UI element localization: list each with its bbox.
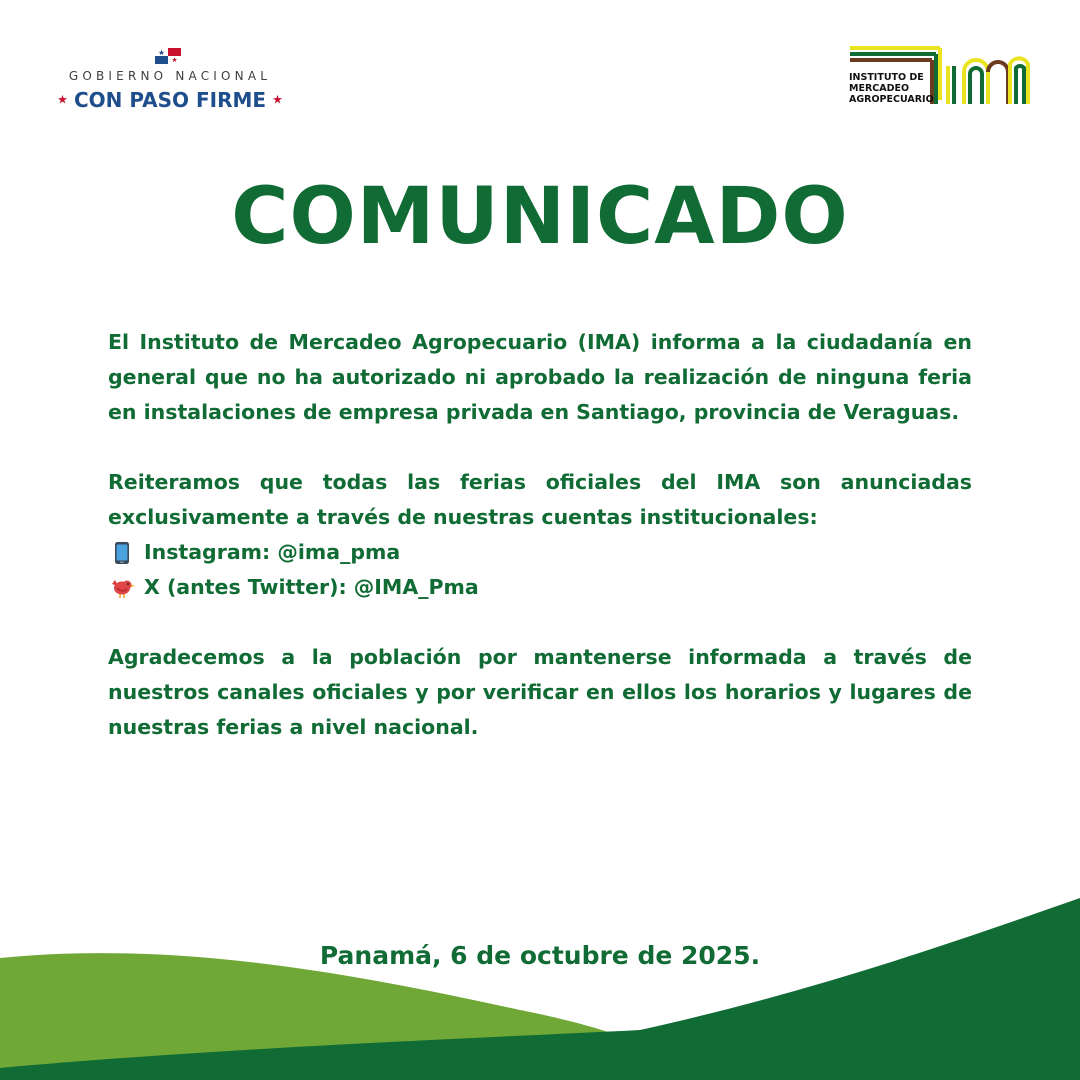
government-slogan-row: [52, 86, 288, 112]
star-left-icon: ★: [57, 92, 68, 107]
paragraph-spacer: [108, 430, 972, 465]
government-slogan: CON PASO FIRME: [73, 87, 267, 112]
paragraph-thanks: Agradecemos a la población por mantenerse informada a través de nuestros canales oficiales y por verificar en ellos los horarios y lugares de nuestras ferias a nivel nacional.: [108, 645, 972, 739]
star-right-icon: ★: [272, 92, 283, 107]
paragraph-intro: El Instituto de Mercadeo Agropecuario (IMA) informa a la ciudadanía en general que no ha autorizado ni aprobado la realización de ninguna feria en instalaciones de empresa privada en Santiago, provincia de Veraguas.: [108, 330, 972, 424]
announcement-body: [108, 325, 972, 745]
green-wave-decoration: [0, 880, 1080, 1080]
contact-x-text: X (antes Twitter): @IMA_Pma: [144, 575, 479, 599]
contact-instagram-text: Instagram: @ima_pma: [144, 540, 401, 564]
government-logo: [52, 46, 288, 112]
paragraph-spacer: [108, 605, 972, 640]
paragraph-channels: Reiteramos que todas las ferias oficiales del IMA son anunciadas exclusivamente a través de nuestras cuentas institucionales:: [108, 470, 972, 529]
ima-name-line: MERCADEO: [849, 83, 910, 94]
mobile-phone-icon: [108, 541, 136, 565]
page-title: COMUNICADO: [231, 172, 849, 262]
ima-name: [849, 72, 949, 105]
contact-x: [108, 570, 972, 605]
contact-instagram: [108, 535, 972, 570]
ima-logo: [846, 44, 1032, 110]
bird-icon: [108, 576, 136, 600]
publication-date: Panamá, 6 de octubre de 2025.: [319, 941, 761, 970]
government-name: GOBIERNO NACIONAL: [68, 69, 272, 83]
panama-flag-icon: [155, 48, 181, 64]
ima-name-line: AGROPECUARIO: [849, 94, 934, 105]
ima-name-line: INSTITUTO DE: [849, 72, 924, 83]
